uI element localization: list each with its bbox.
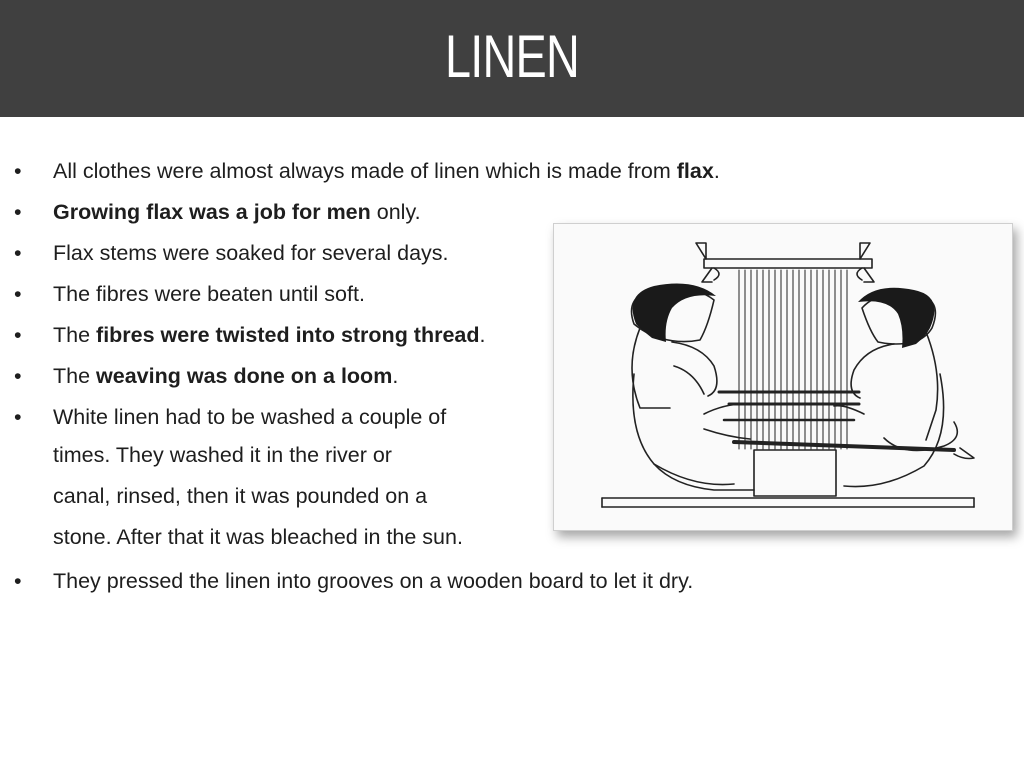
bullet-text-line: canal, rinsed, then it was pounded on a <box>53 484 428 508</box>
bullet-text-segment: . <box>479 323 486 347</box>
bullet-icon: • <box>14 405 22 429</box>
bullet-text-bold: flax <box>676 159 714 183</box>
bullet-text-bold: fibres were twisted into strong thread <box>96 323 480 347</box>
bullet-text-segment: The <box>53 364 97 388</box>
bullet-icon: • <box>14 323 22 347</box>
bullet-text-segment: Flax stems were soaked for several days. <box>53 241 449 265</box>
bullet-text-segment: They pressed the linen into grooves on a wooden board to let it dry. <box>53 569 694 593</box>
egyptian-loom-weavers-illustration <box>554 224 1012 530</box>
bullet-text-segment: only. <box>370 200 421 224</box>
bullet-icon: • <box>14 364 22 388</box>
bullet-icon: • <box>14 569 22 593</box>
bullet-item <box>14 154 774 189</box>
bullet-text-segment: The <box>53 323 97 347</box>
bullet-text-line: White linen had to be washed a couple of <box>53 405 447 429</box>
bullet-text <box>53 154 774 189</box>
loom-illustration-frame <box>553 223 1013 531</box>
bullet-text-line: stone. After that it was bleached in the sun. <box>53 525 463 549</box>
bullet-icon: • <box>14 241 22 265</box>
bullet-icon: • <box>14 282 22 306</box>
bullet-item <box>14 564 774 599</box>
bullet-text-bold: Growing flax was a job for men <box>53 200 371 224</box>
slide-title: LINEN <box>445 23 579 90</box>
bullet-text-segment: The fibres were beaten until soft. <box>53 282 365 306</box>
bullet-icon: • <box>14 200 22 224</box>
bullet-text-line: times. They washed it in the river or <box>53 443 392 467</box>
bullet-text <box>53 564 774 599</box>
bullet-text-segment: . <box>713 159 720 183</box>
bullet-text-bold: weaving was done on a loom <box>96 364 393 388</box>
bullet-icon: • <box>14 159 22 183</box>
title-bar <box>0 0 1024 117</box>
bullet-text-segment: . <box>392 364 399 388</box>
bullet-text-segment: All clothes were almost always made of linen which is made from <box>53 159 677 183</box>
